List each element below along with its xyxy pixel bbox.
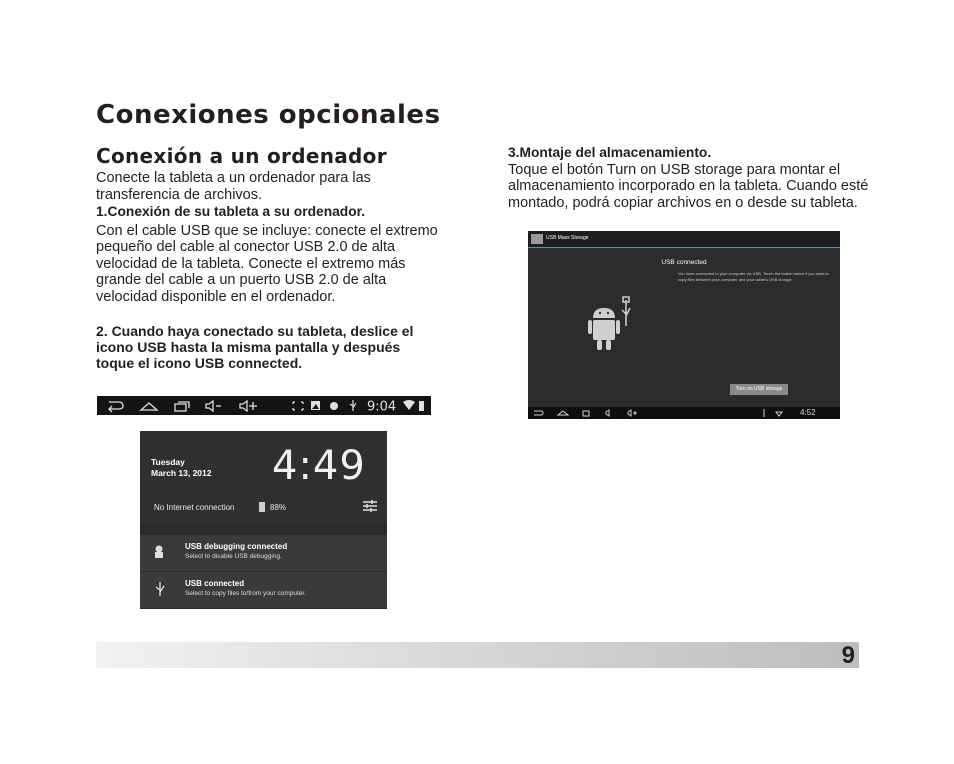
usb-storage-app-icon [531,234,543,244]
step1-heading: 1.Conexión de su tableta a su ordenador. [96,204,366,219]
app-title: USB Mass Storage [546,235,589,241]
step1-text: Con el cable USB que se incluye: conecte el extremo pequeño del cable al conector USB 2.0 de alta velocidad de la tableta. Conecte el extremo más grande del cable a un puerto USB 2.0 de alta velocidad disponible en el ordenador. [96,222,438,305]
step3-heading: 3.Montaje del almacenamiento. [508,145,712,160]
home-icon[interactable] [141,403,157,410]
volume-up-icon[interactable] [628,410,637,416]
connection-status: No Internet connection [154,503,235,512]
usb-icon [154,581,166,597]
usb-icon [350,400,356,411]
notification-item-usb-connected[interactable] [140,572,387,608]
section-subtitle: Conexión a un ordenador [96,144,387,168]
notification-panel [140,431,387,609]
left-column [96,170,441,371]
notification-subtitle: Select to copy files to/from your computer. [185,590,307,597]
title-bar [528,231,840,248]
weekday: Tuesday [151,457,185,467]
android-debug-icon [152,544,166,560]
date: March 13, 2012 [151,468,212,478]
usb-mass-storage-screen [528,231,840,419]
usb-heading: USB connected [661,259,707,266]
clock: 4:49 [272,443,366,489]
volume-down-icon[interactable] [206,401,221,411]
notification-title: USB debugging connected [185,542,288,551]
settings-sliders-icon[interactable] [362,499,378,513]
page-number: 9 [841,642,855,669]
screenshot-icon[interactable] [293,402,303,410]
notification-item-usb-debugging[interactable] [140,535,387,571]
volume-down-icon[interactable] [606,410,609,416]
page-footer-bar [96,642,859,668]
gallery-icon [311,401,320,410]
right-column [508,145,878,211]
battery-icon [419,401,424,411]
home-icon[interactable] [558,411,568,415]
notification-header [140,431,387,523]
recent-apps-icon[interactable] [175,402,189,411]
back-icon[interactable] [109,402,123,412]
turn-on-usb-storage-button[interactable]: Turn on USB storage [730,384,788,395]
status-time: 9:04 [367,399,397,415]
wifi-icon [403,400,415,410]
volume-up-icon[interactable] [240,401,257,411]
step2-heading: 2. Cuando haya conectado su tableta, deslice el icono USB hasta la misma pantalla y después toque el icono USB connected. [96,323,414,371]
back-icon[interactable] [534,411,543,415]
notification-title: USB connected [185,579,245,588]
android-debug-icon [330,402,338,410]
step3-text: Toque el botón Turn on USB storage para montar el almacenamiento incorporado en la tableta. Cuando esté montado, podrá copiar archivos en o desde su tableta. [508,161,869,211]
android-status-bar [97,396,431,415]
battery-icon [258,501,266,512]
battery-percent: 88% [270,503,287,512]
intro-text: Conecte la tableta a un ordenador para las transferencia de archivos. [96,170,371,203]
status-time: 4:52 [800,408,816,417]
wifi-icon [776,412,782,416]
spacer [96,305,441,323]
recent-apps-icon[interactable] [583,411,589,416]
notification-subtitle: Select to disable USB debugging. [185,553,282,560]
page-title: Conexiones opcionales [96,100,441,130]
android-usb-icon [588,296,638,356]
navigation-bar [528,407,840,419]
usb-message: You have connected to your computer via USB. Touch the button below if you want to copy files between your computer and your tablet's USB storage. [678,271,829,282]
